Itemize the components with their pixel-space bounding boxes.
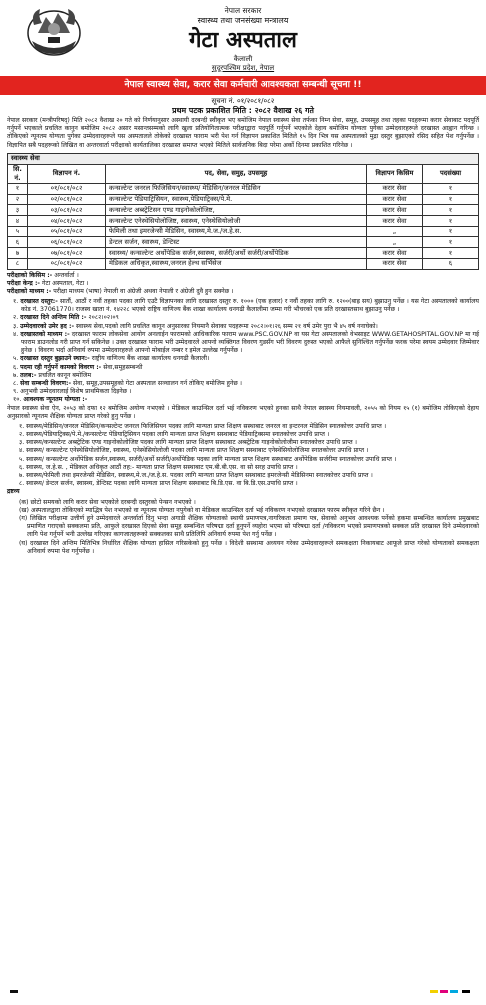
item-text: अनुभवी उम्मेदवारलाई विशेष प्राथमिकता दिइनेछ । (20, 388, 132, 396)
table-cell: ०६/०८१/०८२ (28, 237, 106, 248)
qualification-item: ६. स्वास्थ्य, ज.हे.स. , मेडिकल अधिकृत आठौं तह:- मान्यता प्राप्त शिक्षण सस्थाबाट एम.बी.बी.एस. वा सो सरह उपाधि प्राप्त । (19, 463, 298, 471)
govt-name: नेपाल सरकार (224, 6, 262, 15)
notes-list (7, 499, 479, 556)
item-text: प्रचलित कानून बमोजिम (36, 371, 92, 379)
district-name: कैलाली (233, 54, 253, 63)
item-label: दरखास्त दस्तुर बुझाउने स्थान:- (20, 355, 90, 363)
table-row (8, 258, 479, 269)
item-text: राष्ट्रीय वाणिज्य बैंक शाखा कार्यालय धनगढी कैलाली। (89, 355, 210, 363)
note-item: (क) छोटो समयको लागि करार सेवा भएकोले दरबन्दी दस्तुरको पेन्सन नभएको । (19, 498, 196, 506)
item-label: उम्मेदवारको उमेर हद :- (20, 322, 75, 330)
table-cell: स्वास्थ्य/ कन्सल्टेन्ट अर्थोपेडिक सर्जन,स्वास्थ्य, सर्जरी/अर्थो सर्जरी/अर्थोपेडिक (106, 248, 367, 259)
table-cell: ७ (8, 248, 28, 259)
item-number: ८. (13, 379, 19, 387)
list-item (7, 355, 479, 363)
item-number: ५. (13, 355, 19, 363)
item-text: दरखास्त फाराम लोकसेवा आयोग अनलाईन फारामको आधिकारिक फाराम www.PSC.GOV.NP वा यस गेटा अस्पतालको वेभसाइट WWW.GETAHOSPITAL.GOV.NP मा गई फाराम डाउनलोड गरी प्राप्त गर्न सकिनेछ । उक्त दरखास्त फाराम भरी उम्मेदवारले आफ्नो व्यक्तिगत विवरण गुडसँग भरी विवरण दुरुस्त भएको आफैले सुनिश्चित गर्नुपर्नेछ फरक परेमा स्वयम उम्मेदवार जिम्मेवार हुनेछ । विवरण भर्दा अनिवार्य रुपमा उम्मेदवारहरुले आफ्नो मोबाईल नम्बर र इमेल उल्लेख गर्नुपर्नेछ । (21, 330, 480, 355)
vacancy-table (7, 153, 479, 270)
qualification-list (7, 423, 479, 489)
table-cell: ०५/०८१/०८२ (28, 226, 106, 237)
print-color-bar (0, 990, 486, 993)
print-mark (450, 990, 458, 993)
list-item (7, 314, 479, 322)
table-cell: „ (367, 226, 423, 237)
item-label: दरखास्त दिने अन्तिम मिति :- (20, 314, 87, 322)
item-label: सेवा सम्बन्धी विवरण:- (20, 379, 72, 387)
notes-title: द्रष्टव्य (7, 488, 20, 496)
points-list (7, 298, 479, 404)
table-cell: मेडिकल अधिकृत,स्वास्थ्य,जनरल हेल्थ सर्भिसेज (106, 258, 367, 269)
list-item (7, 323, 479, 331)
item-number: २. (13, 314, 19, 322)
table-cell: कन्सल्टेन्ट जनरल फिजिसियन/स्वास्थ्य/ मेडिसिन/जनरल मेडिसिन (106, 183, 367, 194)
intro-paragraph: नेपाल सरकार (मन्त्रीपरिषद्) मिति २०८२ वैशाख २० गते को निर्णयानुसार अस्थायी दरबन्दी स्वीकृत भए बमोजिम नेपाल स्वास्थ्य सेवा तर्फका निम्न सेवा, समूह, उपसमूह तथा तहका पदहरूमा करार सेवाबाट पदपूर्ति गर्नुपर्ने भएकाले प्रचलित कानुन बमोजिम २०८२ असार मसान्तसम्मको लागि खुला प्रतियोगितात्मक परीक्षाद्वारा पदपूर्ति गर्नुपर्ने भएकोले देहाय बमोजिम योग्यता पुगेका उम्मेदवारहरूले दरखास्त आह्वान गरिन्छ । तोकिएको न्यूनतम योग्यता पुगेका उम्मेदवारहरूले यस अस्पतालले तोकेको दरखास्त फाराम भरी पेश गर्न विज्ञापन प्रकाशित मितिले १५ दिन भित्र यस अस्पतालको मुद्रा दस्तुर बुझाएको रसिद सहित पेश गर्नुपर्नेछ । विज्ञापित सबै पदहरूको लिखित वा अन्तरवार्ता परीक्षाको कार्यतालिका दरखास्त समाप्त भएको मितिले सार्वजनिक बिदा परेमा अर्को दिनमा प्रकाशित गरिनेछ । (7, 117, 479, 149)
hospital-name: गेटा अस्पताल (189, 27, 297, 54)
print-mark (462, 990, 470, 993)
item-number: १०. (13, 396, 22, 404)
table-cell: १ (423, 237, 479, 248)
list-item (7, 372, 479, 380)
table-cell: कन्सल्टेन्ट अब्स्ट्रेटिसन एण्ड गाइनोकोलोजिष्ट, (106, 205, 367, 216)
list-item (7, 364, 479, 372)
qualification-item: ८. स्वास्थ्य/ डेन्टल सर्जन, स्वास्थ्य, डेन्टिस्ट पदका लागि मान्यता प्राप्त शिक्षण सस्थाबाट बि.डि.एस. वा बि.डि.एस.उपाधि प्राप्त । (19, 480, 298, 488)
table-cell: ६ (8, 237, 28, 248)
table-row (8, 205, 479, 216)
item-number: १. (13, 298, 19, 306)
table-cell: ४ (8, 216, 28, 227)
nepal-emblem-icon (24, 3, 84, 59)
item-label: दरखास्त दस्तुर:- (20, 298, 58, 306)
list-item (7, 298, 479, 314)
table-cell: ०४/०८१/०८२ (28, 216, 106, 227)
item-text: सेवा,समुहसम्बन्धी (101, 363, 143, 371)
item-label: तलब:- (20, 371, 37, 379)
col-header: पद, सेवा, समुह, उपसमूह (106, 164, 367, 183)
info-text: गेटा अस्पताल, गेटा । (40, 279, 89, 287)
table-cell: ०२/०८१/०८२ (28, 194, 106, 205)
item-number: ६. (13, 363, 19, 371)
qualification-item: ७. स्वास्थ्य/फेमिली तथा इमरजेन्सी मेडिसिन, स्वास्थ्य,मे.ज./ज.हे.स. पदका लागि मान्यता प्राप्त शिक्षण सस्थाबाट इमरजेन्सी मेडिसिनमा स्नातकोत्तर उपाधि प्राप्त । (19, 472, 373, 480)
publication-date: प्रथम पटक प्रकाशित मिति : २०८२ वैशाख २६ गते (172, 105, 314, 115)
table-cell: ०१/०८१/०८२ (28, 183, 106, 194)
table-cell: २ (8, 194, 28, 205)
item-label: पदमा रही गर्नुपर्ने कामको विवरण :- (20, 363, 102, 371)
table-section-title: स्वास्थ्य सेवा (8, 153, 479, 164)
info-label: परीक्षाको माध्यम :- (7, 287, 52, 295)
table-cell: १ (423, 216, 479, 227)
qualification-intro: नेपाल स्वास्थ्य सेवा ऐन, २०५३ को दफा १२ बमोजिम अयोग्य नभएको । मेडिकल काउन्सिल दर्ता भई नविकरण भएको हुनका साथै नेपाल स्वास्थ्य नियमावली, २०५५ को नियम १५ (१) बमोजिम तोकिएको देहाय अनुसारको न्यूनतम शैक्षिक योग्यता प्राप्त गरेको हुनु पर्नेछ । (7, 404, 479, 420)
item-number: ७. (13, 371, 19, 379)
table-cell: फेमिली तथा इमरजेन्सी मेडिसिन, स्वास्थ्य,मे.ज./ज.हे.स. (106, 226, 367, 237)
table-cell: करार सेवा (367, 248, 423, 259)
note-item: (ग) लिखित परीक्षामा उत्तीर्ण हुने उम्मेदवारले अन्तर्वार्ता दिनु भन्दा अगाडी शैक्षिक योग्यताको स्थायी प्रमाणपत्र,नागरिकता प्रमाण पत्र, सेवाको अनुभव आवश्यक पर्नेको हकमा सम्बन्धित कार्यालय प्रमुखबाट प्रमाणित गराएको सक्कलमा प्रति, आफुले दरखास्त दिएको सेवा समूह सम्बन्धित परिषद्मा दर्ता हुनुपर्ने व्यहोरा भएमा सो परिषद्मा दर्ता /नविकरण भएको प्रमाणपत्रको सक्कल प्रति दरखास्त दिने उम्मेदवारको लागि पेश गर्नुपर्ने भनी उल्लेख गरिएका कागजातहरूको सक्कलका साथै प्रतिलिपि अनिवार्य रुपमा पेश गर्नु पर्नेछ । (19, 514, 479, 539)
col-header: पदसंख्या (423, 164, 479, 183)
table-cell: करार सेवा (367, 183, 423, 194)
info-label: परीक्षाको किसिम :- (7, 271, 53, 279)
item-number: ४. (13, 330, 19, 338)
table-cell: करार सेवा (367, 194, 423, 205)
item-text: २०८२।०२।०९ (86, 314, 119, 322)
note-item: (घ) दरखास्त दिने अन्तिम मितिभित्र निर्धारित शैक्षिक योग्यता हासिल गरिसकेको हुनु पर्नेछ । विदेशी सस्थामा अध्ययन गरेका उम्मेदवारहरूले समकक्षता निकायबाट आफूले प्राप्त गरेको योग्यताको समकक्षता अनिवार्य रुपमा पेश गर्नुपर्नेछ । (19, 539, 479, 555)
col-header: विज्ञापन नं. (28, 164, 106, 183)
print-mark (430, 990, 438, 993)
list-item (7, 396, 479, 404)
table-cell: १ (423, 194, 479, 205)
table-row (8, 237, 479, 248)
info-label: परीक्षा केन्द्र :- (7, 279, 40, 287)
table-cell: करार सेवा (367, 258, 423, 269)
table-cell: ८ (8, 258, 28, 269)
table-cell: १ (423, 205, 479, 216)
table-row (8, 248, 479, 259)
ministry-name: स्वास्थ्य तथा जनसंख्या मन्त्रालय (197, 15, 289, 25)
notice-banner: नेपाल स्वास्थ्य सेवा, करार सेवा कर्मचारी आवश्यकता सम्बन्धी सूचना !! (0, 76, 486, 94)
table-cell: १ (423, 183, 479, 194)
notice-number: सूचना नं. ०१/२०८१/०८२ (211, 96, 275, 105)
list-item (7, 380, 479, 388)
col-header: विज्ञापन किसिम (367, 164, 423, 183)
table-cell: कन्सल्टेन्ट पेडियाट्रिसियन, स्वास्थ्य,पेडियाट्रिक्स/पे.मे. (106, 194, 367, 205)
item-text: सेवा, समूह,उपसमूहको गेटा अस्पताल सञ्चालन गर्न तोकिए बमोजिम हुनेछ । (71, 379, 242, 387)
note-item: (ख) अस्पतालद्वारा तोकिएको म्याद्भित्र पेश नभएको वा न्यूनतम योग्यता नपुगेको वा मेडिकल काउन्सिल दर्ता भई नविकरण नभएको दरखास्त फारम स्वीकृत गरिने छैन । (19, 506, 385, 514)
table-row (8, 226, 479, 237)
table-cell: ०७/०८१/०८२ (28, 248, 106, 259)
table-row (8, 183, 479, 194)
list-item (7, 331, 479, 356)
info-text: परीक्षा माध्यम (भाषा) नेपाली वा अंग्रेजी अथवा नेपाली र अंग्रेजी दुवै हुन सक्नेछ । (51, 287, 234, 295)
item-label: दरखास्तको माध्यम :- (20, 330, 70, 338)
table-cell: ६ (423, 258, 479, 269)
item-number: ९. (13, 388, 19, 396)
qualification-item: ३. स्वास्थ्य/कन्सल्टेन्ट अब्स्ट्रेटिक एण्ड गाइनोकोलोजिष्ट पदका लागि मान्यता प्राप्त शिक्षण सस्थाबाट अब्स्ट्रेटिक गाइनोकोलोजीमा स्नातकोत्तर उपाधि प्राप्त । (19, 439, 357, 447)
table-cell: करार सेवा (367, 216, 423, 227)
table-cell: ५ (8, 226, 28, 237)
table-cell: „ (367, 237, 423, 248)
table-cell: ०३/०८१/०८२ (28, 205, 106, 216)
table-cell: १ (8, 183, 28, 194)
table-cell: ३ (8, 205, 28, 216)
qualification-item: १. स्वास्थ्य/मेडिसिन/जनरल मेडिसिन/कन्सल्टेन्ट जनरल फिजिसियन पदका लागि मान्यता प्राप्त शिक्षण सस्थाबाट जनरल वा इन्टरनल मेडिसिन स्नातकोत्तर उपाधि प्राप्त । (19, 422, 387, 430)
table-row (8, 194, 479, 205)
item-text: स्वास्थ्य सेवा,पदको लागि प्रचलित कानून अनुसारका नियमानै सेवाका पदहरूमा २०८२।०१।२६ सम्म २१ वर्ष उमेर पुरा भै ४५ वर्ष ननाघेको। (74, 322, 378, 330)
table-cell: ०८/०८१/०८२ (28, 258, 106, 269)
info-text: अन्तर्वार्ता । (52, 271, 79, 279)
print-mark (440, 990, 448, 993)
province-name: सुदूरपश्चिम प्रदेश, नेपाल (211, 64, 275, 73)
table-cell: १ (423, 226, 479, 237)
qualification-item: २. स्वास्थ्य/पेडियाट्रिक्स/पे.मे./कन्सल्टेन्ट पेडियाट्रिसियन पदका लागि मान्यता प्राप्त शिक्षण सस्थाबाट पेडियाट्रिक्समा स्नातकोत्तर उपाधि प्राप्त । (19, 431, 330, 439)
qualification-item: ५. स्वास्थ्य/ कन्सल्टेन्ट अर्थोपेडिक सर्जन,स्वास्थ्य, सर्जरी/अर्थो सर्जरी/अर्थोपेडिक पदका लागि मान्यता प्राप्त शिक्षण सस्थाबाट अर्थोपेडिक सर्जरीमा स्नातकोत्तर उपाधि प्राप्त । (19, 455, 397, 463)
item-label: आवश्यक न्यूनतम योग्यता :- (23, 396, 88, 404)
qualification-item: ४. स्वास्थ्य/ कन्सल्टेन्ट एनेस्थेसियोलोजिष्ट, स्वास्थ्य, एनेस्थेसियोलोजी पदका लागि मान्यता प्राप्त शिक्षण सस्थाबाट एनेस्थेसियोलोजिमा स्नातकोत्तर उपाधि प्राप्त । (19, 447, 369, 455)
col-header: सि. नं. (8, 164, 28, 183)
table-row (8, 216, 479, 227)
item-text: सातौं, आठौं र नवौं तहका पदका लागि एउटै विज्ञापनका लागि दरखास्त दस्तुर रु. १००० (एक हजार) र नवौं तहका लागि रु. १२००(बाह्र सय) बुझाउनु पर्नेछ । यस गेटा अस्पतालको कार्यालय कोड नं. 37061770। राजस्व खाता नं. १४२२८ भएको राष्ट्रिय वाणिज्य बैंक शाखा कार्यालय धनगढी कैलालीमा जम्मा गरी भौचरको एक प्रति दरखास्तसाथ बुझाउनु पर्नेछ । (21, 298, 479, 314)
table-cell: डेन्टल सर्जन, स्वास्थ्य, डेन्टिस्ट (106, 237, 367, 248)
exam-info (7, 272, 479, 297)
table-cell: करार सेवा (367, 205, 423, 216)
item-number: ३. (13, 322, 19, 330)
table-cell: कन्सल्टेन्ट एनेस्थेसियोलोजिष्ट, स्वास्थ्य, एनेस्थेसियोलोजी (106, 216, 367, 227)
table-cell: १ (423, 248, 479, 259)
print-mark (10, 990, 18, 993)
